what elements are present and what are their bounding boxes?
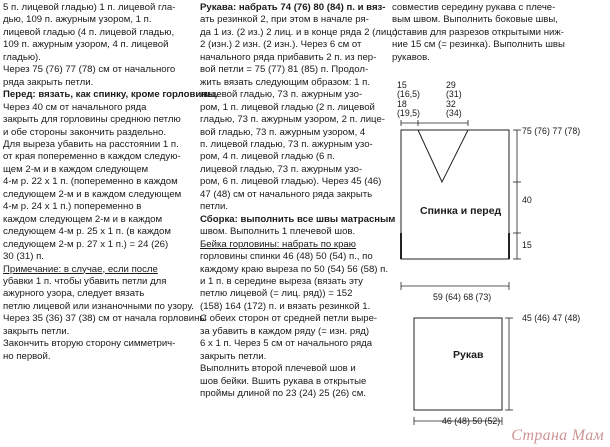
col3-line: вым швом. Выполнить боковые швы, <box>392 14 558 26</box>
col2-line: 2 (изн.) 2 изн. (2 изн.). Через 6 см от <box>200 39 362 51</box>
col2-line: 6 х 1 п. Через 5 см от начального ряда <box>200 338 373 350</box>
dim-body-height: 75 (76) 77 (78) <box>522 126 581 136</box>
text-column-1 <box>3 2 218 363</box>
dim-shoulder-label-1: 15 <box>397 80 407 90</box>
col2-line: начального ряда прибавить 2 п. из пер- <box>200 51 377 63</box>
col2-line: ром, 1 п. лицевой гладью (2 п. лицевой <box>200 101 375 113</box>
sleeve-piece-outline <box>414 318 502 410</box>
col2-line: Выполнить второй плечевой шов и <box>200 363 356 375</box>
col2-line: горловины спинки 46 (48) 50 (54) п., по <box>200 251 373 263</box>
sleeve-piece-title: Рукав <box>453 349 484 361</box>
body-piece-title: Спинка и перед <box>420 205 502 217</box>
col2-line: 47 (48) см от начального ряда закрыть <box>200 188 373 200</box>
col1-line: Для выреза убавить на расстоянии 1 п. <box>3 138 179 150</box>
dim-neck-label-1: 29 <box>446 80 456 90</box>
watermark-logo: Страна Мам <box>511 427 604 444</box>
col1-line: Через 35 (36) 37 (38) см от начала горловины <box>3 313 207 325</box>
col1-line: убавки 1 п. чтобы убавить петли для <box>3 275 167 287</box>
col2-line: гладью, 73 п. ажурным узором, 2 п. лице- <box>200 114 385 126</box>
col2-line: лицевой гладью, 73 п. ажурным узо- <box>200 163 363 175</box>
note-heading: Примечание: в случае, если после <box>3 263 158 275</box>
col3-line: ние 15 см (= резинка). Выполнить швы <box>392 39 565 51</box>
col1-line: 109 п. ажурным узором, 4 п. лицевой <box>3 39 169 51</box>
dim-shoulder-label-4: (19,5) <box>397 108 420 118</box>
col1-line: гладью). <box>3 51 41 63</box>
col2-line: проймы длиной по 23 (24) 25 (26) см. <box>200 388 366 400</box>
col1-line: дью, 109 п. ажурным узором, 1 п. <box>3 14 152 26</box>
col1-line: закрыть петли. <box>3 325 70 337</box>
col1-line: петлю лицевой или изнаночными по узору. <box>3 300 194 312</box>
dim-body-low: 15 <box>522 240 532 250</box>
dim-body-mid: 40 <box>522 195 532 205</box>
text-column-3 <box>392 2 565 64</box>
col1-line: 5 п. лицевой гладью) 1 п. лицевой гла- <box>3 2 176 13</box>
col1-line: следующем 2-м р. 27 х 1 п.) = 24 (26) <box>3 238 169 250</box>
section-sleeves-heading: Рукава: набрать 74 (76) 80 (84) п. и вяз- <box>200 2 386 13</box>
col2-line: лицевой гладью, 73 п. ажурным узо- <box>200 89 363 101</box>
dim-sleeve-height: 45 (46) 47 (48) <box>522 313 581 323</box>
col1-line: закрыть для горловины среднюю петлю <box>3 114 181 126</box>
col2-line: п. лицевой гладью, 73 п. ажурным узо- <box>200 138 373 150</box>
col2-line: и 1 п. в середине выреза (вязать эту <box>200 275 363 287</box>
col2-line: каждому краю выреза по 50 (54) 56 (58) п. <box>200 263 389 275</box>
col1-line: 30 (31) п. <box>3 251 44 263</box>
col1-line: Закончить вторую сторону симметрич- <box>3 338 176 350</box>
col2-line: за убавить в каждом ряду (= изн. ряд) <box>200 325 370 337</box>
section-neckband-heading: Бейка горловины: набрать по краю <box>200 238 356 250</box>
col2-line: шов бейки. Вшить рукава в открытые <box>200 375 367 387</box>
col1-line: ажурного узора, следует вязать <box>3 288 145 300</box>
col1-line: лицевой гладью (4 п. лицевой гладью, <box>3 26 175 38</box>
dim-neck-label-2: (31) <box>446 89 462 99</box>
col1-line: 4-м р. 24 х 1 п.) попеременно в <box>3 201 142 213</box>
dim-shoulder-label-3: 18 <box>397 99 407 109</box>
body-piece-outline <box>401 130 509 259</box>
col2-line: петли. <box>200 201 229 213</box>
col2-line: вой петли = 75 (77) 81 (85) п. Продол- <box>200 64 369 76</box>
col1-line: Через 40 см от начального ряда <box>3 101 147 113</box>
col1-line: щем 2-м и в каждом следующем <box>3 163 149 175</box>
col2-line: да 1 из. (2 из.) 2 лиц. и в конце ряда 2 (лиц.) <box>200 26 398 38</box>
col2-line: петлю лицевой (= лиц. ряд)) = 152 <box>200 288 353 300</box>
col2-line: ать резинкой 2, при этом в начале ря- <box>200 14 369 26</box>
col3-line: рукавов. <box>392 51 430 63</box>
col2-line: ром, 6 п. лицевой гладью). Через 45 (46) <box>200 176 382 188</box>
col2-line: вой гладью, 73 п. ажурным узором, 4 <box>200 126 366 138</box>
col2-line: ром, 4 п. лицевой гладью (6 п. <box>200 151 335 163</box>
col2-line: (158) 164 (172) п. и вязать резинкой 1. <box>200 300 371 312</box>
col1-line: ряда закрыть петли. <box>3 76 94 88</box>
neckline-v <box>418 130 468 182</box>
col1-line: следующем 2-м и в каждом следующем <box>3 188 182 200</box>
col2-line: С обеих сторон от средней петли выре- <box>200 313 378 325</box>
col1-line: Через 75 (76) 77 (78) см от начального <box>3 64 176 76</box>
col1-line: и обе стороны закончить раздельно. <box>3 126 167 138</box>
col2-line: швом. Выполнить 1 плечевой шов. <box>200 226 356 238</box>
dim-shoulder-label-2: (16,5) <box>397 89 420 99</box>
col2-line: жить вязать следующим образом: 1 п. <box>200 76 371 88</box>
col1-line: следующем 4-м р. 25 х 1 п. (в каждом <box>3 226 171 238</box>
dim-neck-label-4: (34) <box>446 108 462 118</box>
col1-line: каждом следующем 2-м и в каждом <box>3 213 163 225</box>
col3-line: оставив для разрезов открытыми ниж- <box>392 26 564 38</box>
col1-line: но первой. <box>3 350 51 362</box>
col1-line: от края попеременно в каждом следую- <box>3 151 181 163</box>
section-assembly-heading: Сборка: выполнить все швы матрасным <box>200 213 396 225</box>
dim-sleeve-width: 46 (48) 50 (52) <box>442 416 501 426</box>
dim-body-width: 59 (64) 68 (73) <box>433 292 492 302</box>
col2-line: закрыть петли. <box>200 350 267 362</box>
dim-neck-label-3: 32 <box>446 99 456 109</box>
text-column-2 <box>200 2 398 401</box>
col3-line: совместив середину рукава с плече- <box>392 2 556 13</box>
col1-line: 4-м р. 22 х 1 п. (попеременно в каждом <box>3 176 178 188</box>
section-front-heading: Перед: вязать, как спинку, кроме горловины. <box>3 89 218 101</box>
